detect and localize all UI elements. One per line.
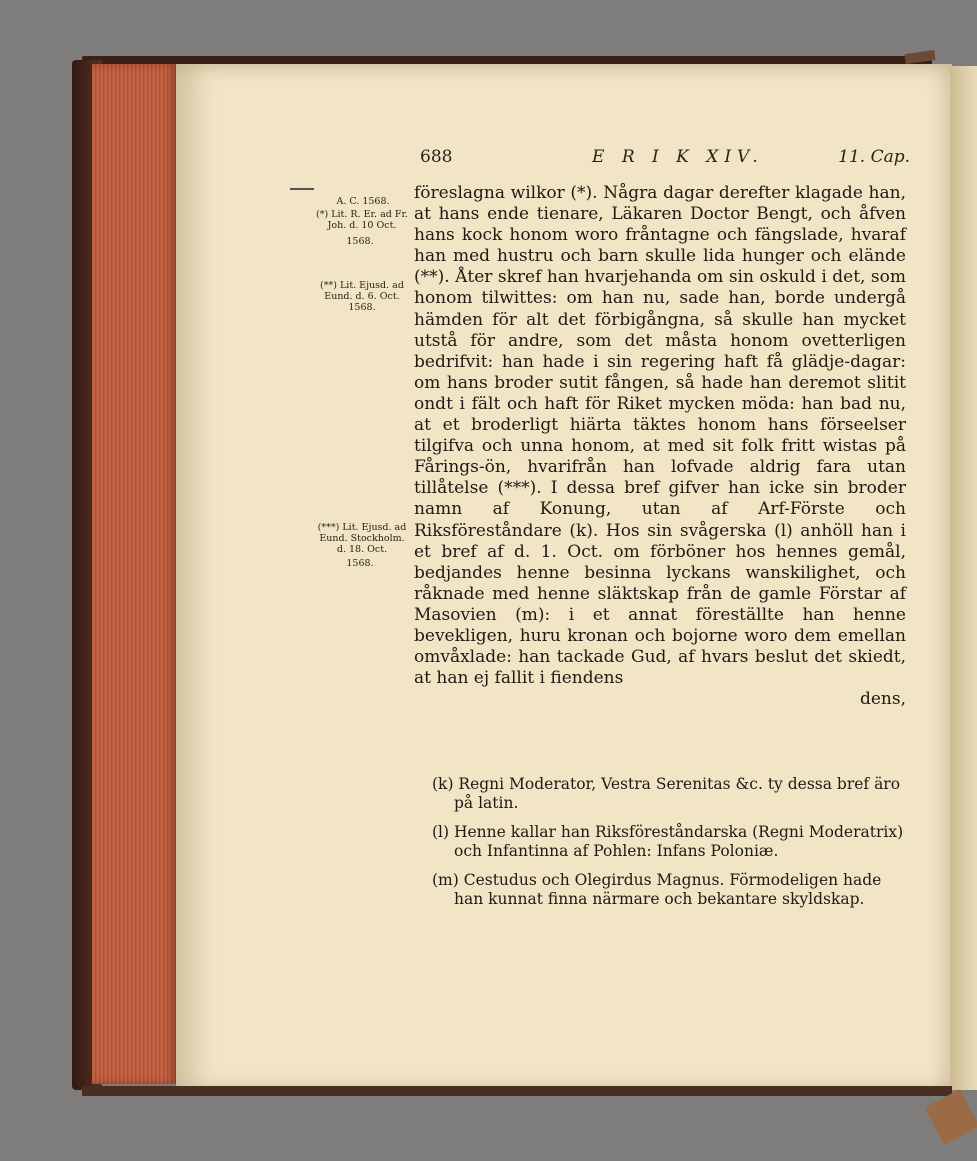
margin-note-ref-3: (***) Lit. Ejusd. ad Eund. Stockholm. d. 18. Oct.	[317, 522, 407, 555]
book-fore-edge	[92, 64, 178, 1084]
bookmark-ribbon	[924, 1089, 977, 1145]
running-title: E R I K XIV.	[592, 147, 764, 167]
main-paragraph: föreslagna wilkor (*). Några dagar derefter klagade han, at hans ende tienare, Läkaren Doctor Bengt, och åfven hans kock honom woro fråntagne och fängslade, hvaraf han med hustru och barn skulle lida hunger och elände (**). Åter skref han hvarjehanda om sin oskuld i det, som honom tilwittes: om han nu, sade han, borde undergå hämden för alt det förbigångna, så skulle han mycket utstå för andre, som det måsta honom ovetterligen bedrifvit: han hade i sin regering haft få glädje-dagar: om hans broder sutit fången, så hade han deremot slitit ondt i fält och haft för Riket mycken möda: han bad nu, at et broderligt hiärta täktes honom hans förseelser tilgifva och unna honom, at med sit folk fritt wistas på Fårings-ön, hvarifrån han lofvade aldrig fara utan tillåtelse (***). I dessa bref gifver han icke sin broder namn af Konung, utan af Arf-Förste och Riksföreståndare (k). Hos sin svågerska (l) anhöll han i et bref af d. 1. Oct. om förböner hos hennes gemål, bedjandes henne besinna lyckans wanskilighet, och råknade med henne släktskap från de gamle Förstar af Masovien (m): i et annat föreställte han henne bevekligen, huru kronan och bojorne woro dem emellan omvåxlade: han tackade Gud, af hvars beslut det skiedt, at han ej fallit i fiendens	[414, 183, 906, 689]
footnotes	[432, 775, 904, 919]
footnote-k: (k) Regni Moderator, Vestra Serenitas &c. ty dessa bref äro på latin.	[432, 775, 901, 812]
chapter-label: 11. Cap.	[838, 147, 910, 167]
book-bottom-edge	[82, 1086, 952, 1096]
running-head	[420, 147, 910, 171]
facing-page-edge	[950, 66, 977, 1090]
footnote-l: (l) Henne kallar han Riksföreståndarska (Regni Moderatrix) och Infantinna af Pohlen: Infans Poloniæ.	[432, 823, 904, 860]
pencil-mark	[290, 188, 314, 190]
margin-note-year-3: 1568.	[346, 558, 374, 569]
footnote-m: (m) Cestudus och Olegirdus Magnus. Förmodeligen hade han kunnat finna närmare och bekantare skyldskap.	[432, 871, 882, 908]
margin-note-ref-2: (**) Lit. Ejusd. ad Eund. d. 6. Oct. 1568.	[320, 280, 404, 313]
catchword: dens,	[859, 689, 906, 710]
margin-note-ref-1: (*) Lit. R. Er. ad Fr. Joh. d. 10 Oct.	[316, 209, 408, 231]
margin-note-year: A. C. 1568.	[336, 196, 390, 207]
main-text	[414, 183, 906, 710]
margin-note-year-2: 1568.	[346, 236, 374, 247]
page-number: 688	[420, 147, 453, 167]
